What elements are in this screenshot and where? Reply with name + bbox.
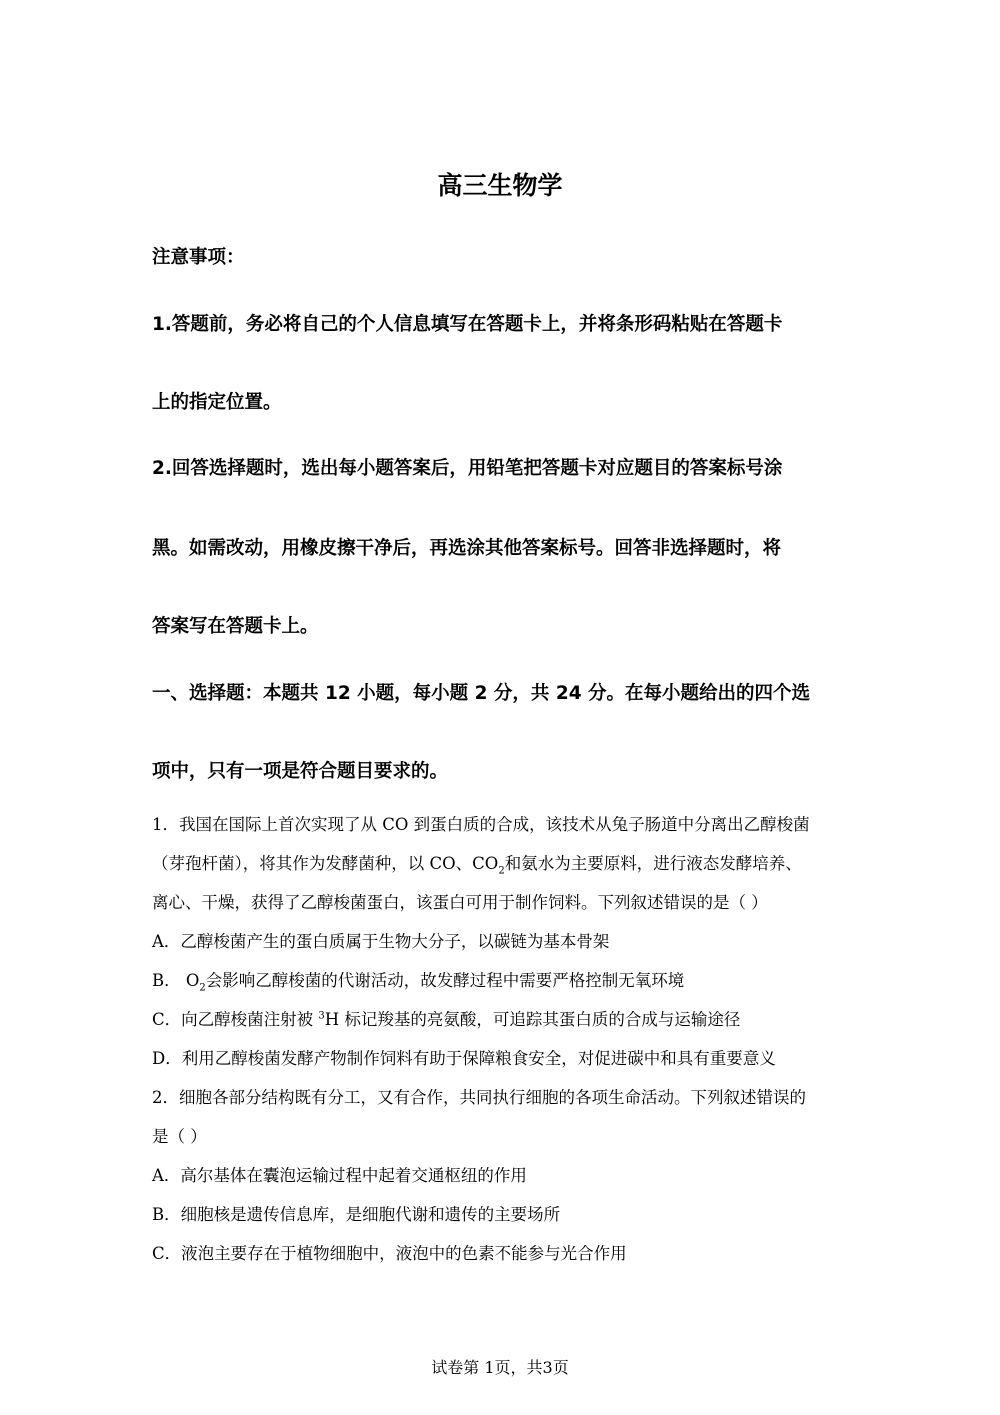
section-1-line-2: 项中，只有一项是符合题目要求的。 bbox=[152, 761, 449, 782]
notice-item-1-line-1: 1.答题前，务必将自己的个人信息填写在答题卡上，并将条形码粘贴在答题卡 bbox=[152, 314, 783, 335]
co2-subscript: 2 bbox=[498, 865, 505, 877]
notice-heading: 注意事项： bbox=[152, 247, 245, 268]
question-1-line-2-part-b: 和氨水为主要原料，进行液态发酵培养、 bbox=[504, 854, 802, 873]
question-1-line-2-part-a: （芽孢杆菌），将其作为发酵菌种，以 CO、CO bbox=[152, 854, 499, 873]
question-1-line-3: 离心、干燥，获得了乙醇梭菌蛋白，该蛋白可用于制作饲料。下列叙述错误的是（ ） bbox=[152, 893, 768, 912]
question-2-line-2: 是（ ） bbox=[152, 1127, 207, 1146]
page-title: 高三生物学 bbox=[437, 171, 563, 200]
notice-item-2-line-2: 黑。如需改动，用橡皮擦干净后，再选涂其他答案标号。回答非选择题时，将 bbox=[152, 538, 782, 559]
question-2-option-c: C．液泡主要存在于植物细胞中，液泡中的色素不能参与光合作用 bbox=[152, 1244, 627, 1263]
question-1-option-c bbox=[152, 1007, 740, 1033]
question-1-option-c-part-a: C．向乙醇梭菌注射被 bbox=[152, 1010, 319, 1029]
o2-subscript: 2 bbox=[199, 982, 206, 994]
notice-item-2-line-3: 答案写在答题卡上。 bbox=[152, 616, 319, 637]
question-1-option-b bbox=[152, 968, 684, 994]
question-1-option-b-part-b: 会影响乙醇梭菌的代谢活动，故发酵过程中需要严格控制无氧环境 bbox=[205, 971, 685, 990]
question-1-line-1: 1．我国在国际上首次实现了从 CO 到蛋白质的合成，该技术从兔子肠道中分离出乙醇梭菌 bbox=[152, 815, 810, 834]
question-1-line-2 bbox=[152, 851, 802, 877]
question-2-line-1: 2．细胞各部分结构既有分工，又有合作，共同执行细胞的各项生命活动。下列叙述错误的 bbox=[152, 1088, 806, 1107]
question-2-option-b: B．细胞核是遗传信息库，是细胞代谢和遗传的主要场所 bbox=[152, 1205, 561, 1224]
question-1-option-d: D．利用乙醇梭菌发酵产物制作饲料有助于保障粮食安全，对促进碳中和具有重要意义 bbox=[152, 1049, 776, 1068]
section-1-line-1: 一、选择题：本题共 12 小题，每小题 2 分，共 24 分。在每小题给出的四个选 bbox=[152, 683, 811, 704]
notice-item-1-line-2: 上的指定位置。 bbox=[152, 392, 282, 413]
question-2-option-a: A．高尔基体在囊泡运输过程中起着交通枢纽的作用 bbox=[152, 1166, 527, 1185]
page-footer: 试卷第 1页，共3页 bbox=[431, 1358, 569, 1377]
question-1-option-b-part-a: B． O bbox=[152, 971, 200, 990]
question-1-option-a: A．乙醇梭菌产生的蛋白质属于生物大分子，以碳链为基本骨架 bbox=[152, 932, 610, 951]
notice-item-2-line-1: 2.回答选择题时，选出每小题答案后，用铅笔把答题卡对应题目的答案标号涂 bbox=[152, 458, 783, 479]
question-1-option-c-part-b: H 标记羧基的亮氨酸，可追踪其蛋白质的合成与运输途径 bbox=[324, 1010, 741, 1029]
isotope-superscript: 3 bbox=[318, 1010, 325, 1022]
